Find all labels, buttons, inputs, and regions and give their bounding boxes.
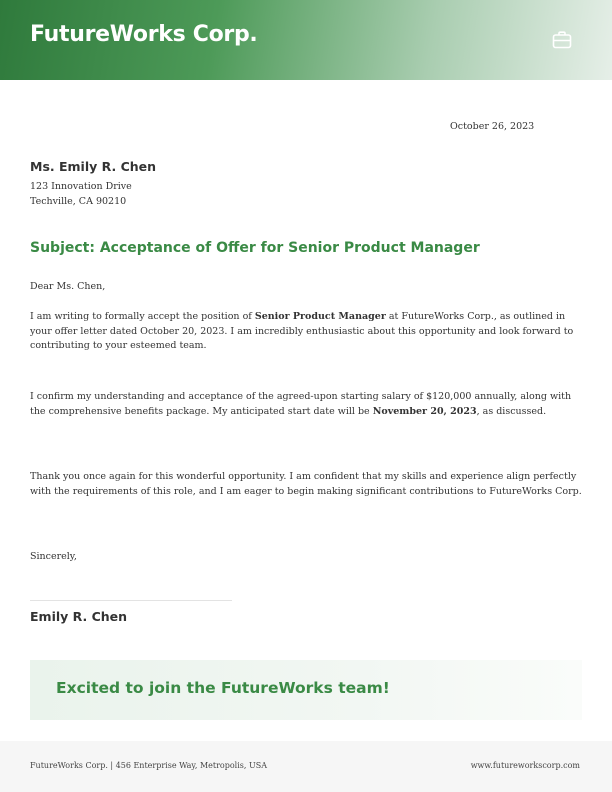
paragraph-terms (30, 390, 582, 419)
closing: Sincerely, (30, 551, 77, 562)
letter-subject: Subject: Acceptance of Offer for Senior Product Manager (30, 240, 480, 256)
briefcase-icon (551, 29, 573, 51)
footer-address: FutureWorks Corp. | 456 Enterprise Way, Metropolis, USA (30, 761, 267, 770)
position-title: Senior Product Manager (254, 311, 386, 322)
signature-line (30, 600, 232, 601)
footer-website: www.futureworkscorp.com (470, 761, 580, 770)
page-footer (0, 741, 612, 792)
paragraph-text: at FutureWorks Corp., as outlined in your offer letter dated October 20, 2023. I am incredibly enthusiastic about this opportunity and look forward to contributing to your esteemed team. (30, 311, 574, 351)
company-name: FutureWorks Corp. (30, 22, 258, 47)
letterhead-header (0, 0, 612, 80)
closing-banner (30, 660, 582, 720)
paragraph-text: , as discussed. (476, 405, 547, 417)
paragraph-text: I am writing to formally accept the position of (30, 311, 255, 322)
paragraph-acceptance (30, 310, 582, 354)
start-date: November 20, 2023 (372, 405, 477, 417)
recipient-address-line2: Techville, CA 90210 (30, 196, 127, 207)
paragraph-text: I confirm my understanding and acceptance of the agreed-upon starting salary of $120,000 annually, along with the comprehensive benefits package. My anticipated start date will be (30, 391, 572, 417)
recipient-name: Ms. Emily R. Chen (30, 159, 157, 174)
paragraph-thanks: Thank you once again for this wonderful opportunity. I am confident that my skills and experience align perfectly with the requirements of this role, and I am eager to begin making significant contributions to FutureWorks Corp. (30, 471, 582, 497)
signature-name: Emily R. Chen (30, 609, 128, 624)
recipient-address-line1: 123 Innovation Drive (30, 181, 132, 192)
letter-date: October 26, 2023 (450, 121, 535, 132)
banner-text: Excited to join the FutureWorks team! (56, 679, 390, 697)
salutation: Dear Ms. Chen, (30, 281, 106, 292)
